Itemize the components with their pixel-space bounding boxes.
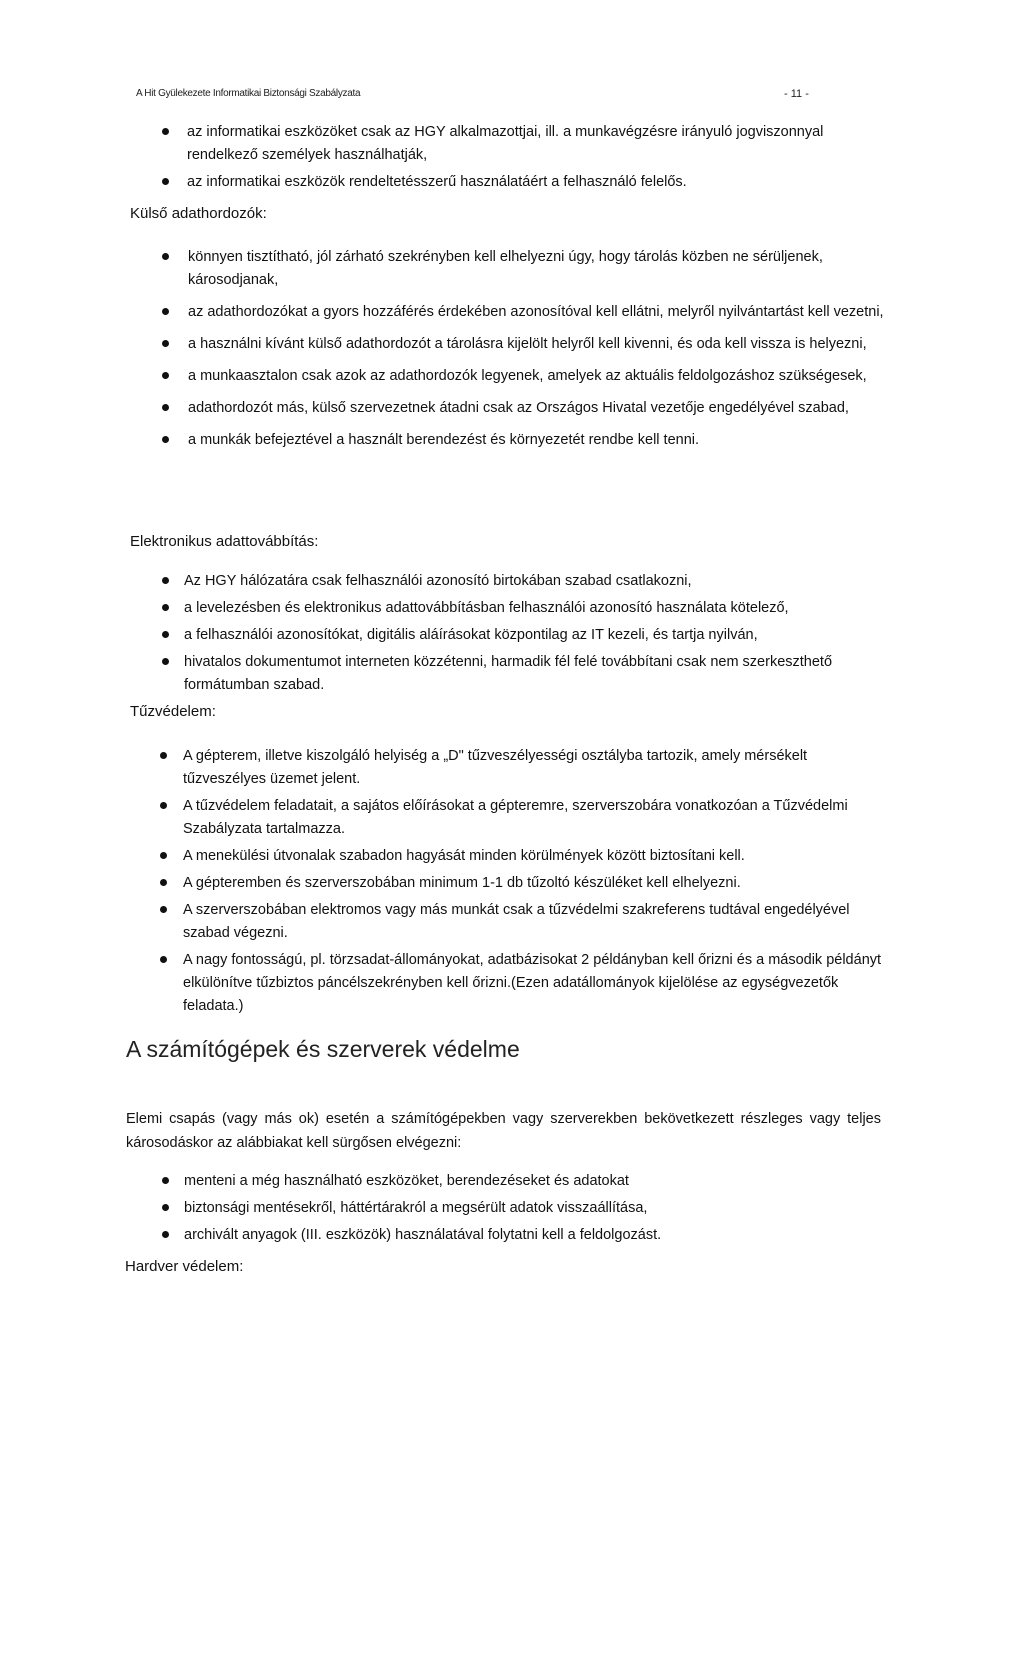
bullet-icon — [160, 956, 167, 963]
list-item-text: archivált anyagok (III. eszközök) használatával folytatni kell a feldolgozást. — [184, 1227, 662, 1243]
header-title: A Hit Gyülekezete Informatikai Biztonsági Szabályzata — [136, 88, 361, 99]
list-item — [0, 597, 1024, 620]
list-item-text: a használni kívánt külső adathordozót a tárolásra kijelölt helyről kell kivenni, és oda kell vissza is helyezni, — [188, 336, 867, 352]
bullet-icon — [162, 658, 169, 665]
list-item-text: menteni a még használható eszközöket, berendezéseket és adatokat — [184, 1173, 629, 1189]
list-item — [0, 246, 1024, 292]
list-item-text: az adathordozókat a gyors hozzáférés érdekében azonosítóval kell ellátni, melyről nyilvántartást kell vezetni, — [188, 304, 884, 320]
list-item — [0, 651, 1024, 697]
bullet-icon — [160, 906, 167, 913]
list-item — [0, 872, 1024, 895]
section-paragraph: Elemi csapás (vagy más ok) esetén a számítógépekben vagy szerverekben bekövetkezett részleges vagy teljes károsodáskor az alábbiakat kell sürgősen elvégezni: — [126, 1111, 881, 1151]
list-item — [0, 1197, 1024, 1220]
list-item — [0, 949, 1024, 1018]
bullet-icon — [162, 253, 169, 260]
section-label-kulso: Külső adathordozók: — [130, 205, 267, 222]
list-item-text: hivatalos dokumentumot interneten közzétenni, harmadik fél felé továbbítani csak nem szerkeszthető formátumban szabad. — [184, 654, 833, 693]
list-item — [0, 301, 1024, 324]
bullet-icon — [160, 852, 167, 859]
list-item-text: A nagy fontosságú, pl. törzsadat-állományokat, adatbázisokat 2 példányban kell őrizni és a második példányt elkülönítve tűzbiztos páncélszekrényben kell őrizni.(Ezen adatállományok kijelölése az egységvezetők feladata.) — [183, 952, 882, 1014]
list-item — [0, 333, 1024, 356]
list-item — [0, 899, 1024, 945]
bullet-icon — [160, 802, 167, 809]
list-item-text: Az HGY hálózatára csak felhasználói azonosító birtokában szabad csatlakozni, — [184, 573, 692, 589]
section-label-elektronikus: Elektronikus adattovábbítás: — [130, 533, 319, 550]
bullet-icon — [162, 340, 169, 347]
list-item-text: A szerverszobában elektromos vagy más munkát csak a tűzvédelmi szakreferens tudtával engedélyével szabad végezni. — [183, 902, 850, 941]
list-item — [0, 429, 1024, 452]
bullet-icon — [162, 308, 169, 315]
list-item-text: az informatikai eszközöket csak az HGY alkalmazottjai, ill. a munkavégzésre irányuló jogviszonnyal rendelkező személyek használhatják, — [187, 124, 824, 163]
list-item-text: A gépterem, illetve kiszolgáló helyiség a „D" tűzveszélyességi osztályba tartozik, amely mérsékelt tűzveszélyes üzemet jelent. — [183, 748, 808, 787]
kulso-bullet-list — [0, 246, 1024, 461]
bullet-icon — [162, 1231, 169, 1238]
bullet-icon — [162, 1177, 169, 1184]
list-item-text: biztonsági mentésekről, háttértárakról a megsérült adatok visszaállítása, — [184, 1200, 648, 1216]
section-bullet-list — [0, 1170, 1024, 1251]
intro-bullet-list — [0, 121, 1024, 198]
list-item-text: a levelezésben és elektronikus adattovábbításban felhasználói azonosító használata kötelező, — [184, 600, 789, 616]
list-item-text: könnyen tisztítható, jól zárható szekrényben kell elhelyezni úgy, hogy tárolás közben ne sérüljenek, károsodjanak, — [188, 249, 823, 288]
list-item — [0, 365, 1024, 388]
list-item — [0, 745, 1024, 791]
page-number: - 11 - — [784, 88, 809, 100]
bullet-icon — [162, 604, 169, 611]
list-item — [0, 624, 1024, 647]
list-item — [0, 570, 1024, 593]
list-item-text: A gépteremben és szerverszobában minimum 1-1 db tűzoltó készüléket kell elhelyezni. — [183, 875, 741, 891]
list-item — [0, 171, 1024, 194]
tuzvedelem-bullet-list — [0, 745, 1024, 1022]
bullet-icon — [162, 372, 169, 379]
bullet-icon — [162, 1204, 169, 1211]
list-item-text: a munkaasztalon csak azok az adathordozók legyenek, amelyek az aktuális feldolgozáshoz szükségesek, — [188, 368, 867, 384]
list-item-text: A menekülési útvonalak szabadon hagyását minden körülmények között biztosítani kell. — [183, 848, 745, 864]
bullet-icon — [162, 128, 169, 135]
section-label-hardver: Hardver védelem: — [125, 1258, 244, 1275]
list-item-text: az informatikai eszközök rendeltetésszerű használatáért a felhasználó felelős. — [187, 174, 687, 190]
list-item — [0, 795, 1024, 841]
bullet-icon — [162, 631, 169, 638]
section-label-tuzvedelem: Tűzvédelem: — [130, 703, 216, 720]
elektronikus-bullet-list — [0, 570, 1024, 701]
list-item-text: A tűzvédelem feladatait, a sajátos előírásokat a gépteremre, szerverszobára vonatkozóan a Tűzvédelmi Szabályzata tartalmazza. — [183, 798, 848, 837]
bullet-icon — [162, 404, 169, 411]
bullet-icon — [162, 178, 169, 185]
section-heading: A számítógépek és szerverek védelme — [126, 1036, 520, 1062]
bullet-icon — [160, 879, 167, 886]
list-item — [0, 397, 1024, 420]
list-item-text: adathordozót más, külső szervezetnek átadni csak az Országos Hivatal vezetője engedélyével szabad, — [188, 400, 849, 416]
list-item — [0, 1170, 1024, 1193]
list-item — [0, 845, 1024, 868]
list-item-text: a felhasználói azonosítókat, digitális aláírásokat központilag az IT kezeli, és tartja nyilván, — [184, 627, 758, 643]
list-item — [0, 121, 1024, 167]
bullet-icon — [162, 436, 169, 443]
bullet-icon — [162, 577, 169, 584]
bullet-icon — [160, 752, 167, 759]
list-item-text: a munkák befejeztével a használt berendezést és környezetét rendbe kell tenni. — [188, 432, 700, 448]
list-item — [0, 1224, 1024, 1247]
